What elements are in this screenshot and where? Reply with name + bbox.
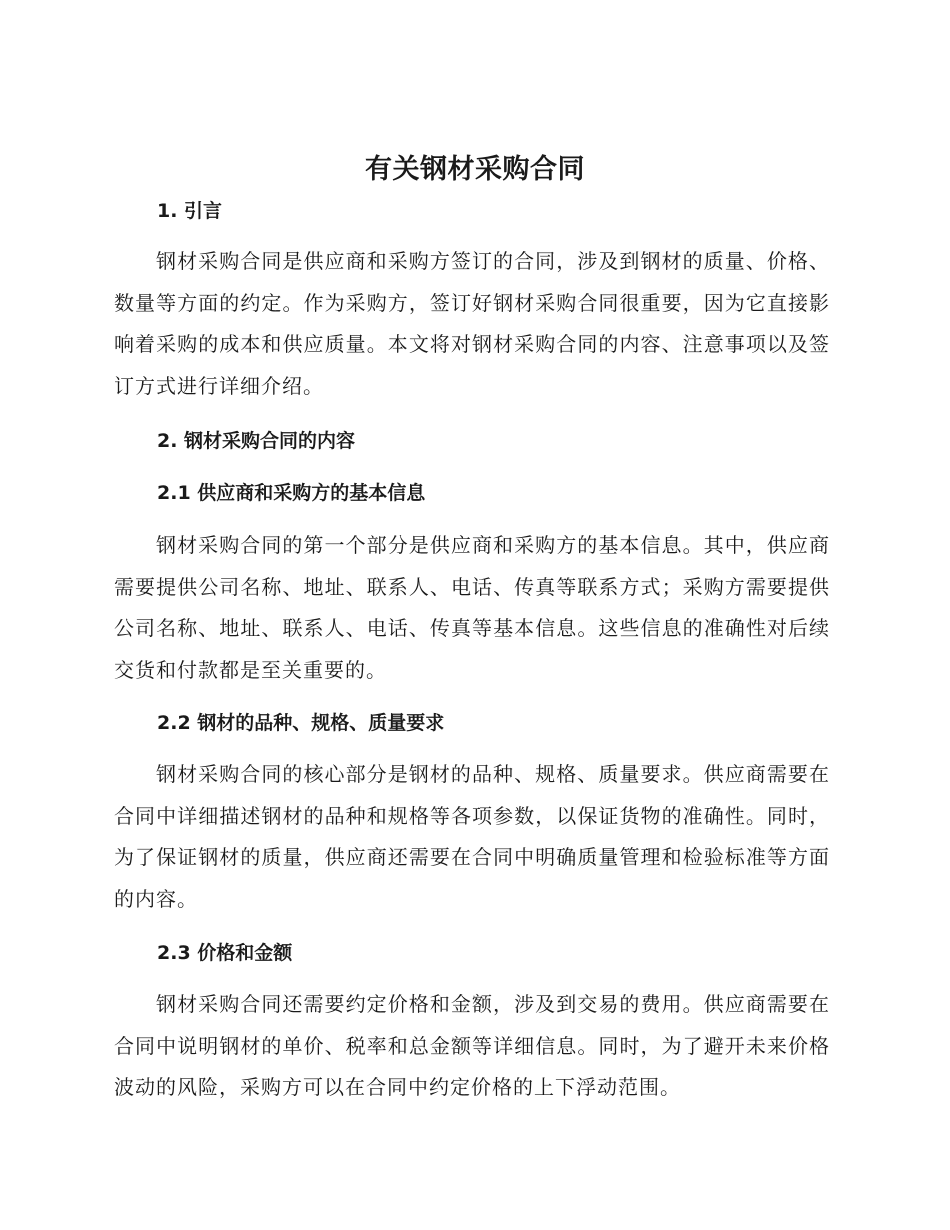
paragraph-basic-info: 钢材采购合同的第一个部分是供应商和采购方的基本信息。其中，供应商需要提供公司名称、地址、联系人、电话、传真等联系方式；采购方需要提供公司名称、地址、联系人、电话、传真等基本信息。这些信息的准确性对后续交货和付款都是至关重要的。 — [114, 533, 830, 682]
section-heading-introduction: 1. 引言 — [157, 200, 223, 222]
section-heading-specifications: 2.2 钢材的品种、规格、质量要求 — [157, 712, 445, 734]
section-heading-basic-info: 2.1 供应商和采购方的基本信息 — [157, 482, 426, 504]
section-heading-contract-content: 2. 钢材采购合同的内容 — [157, 430, 356, 452]
section-heading-price: 2.3 价格和金额 — [157, 942, 293, 964]
paragraph-specifications: 钢材采购合同的核心部分是钢材的品种、规格、质量要求。供应商需要在合同中详细描述钢材的品种和规格等各项参数，以保证货物的准确性。同时，为了保证钢材的质量，供应商还需要在合同中明确质量管理和检验标准等方面的内容。 — [114, 762, 830, 911]
paragraph-price: 钢材采购合同还需要约定价格和金额，涉及到交易的费用。供应商需要在合同中说明钢材的单价、税率和总金额等详细信息。同时，为了避开未来价格波动的风险，采购方可以在合同中约定价格的上下浮动范围。 — [114, 992, 830, 1099]
document-title: 有关钢材采购合同 — [365, 154, 585, 185]
paragraph-introduction: 钢材采购合同是供应商和采购方签订的合同，涉及到钢材的质量、价格、数量等方面的约定。作为采购方，签订好钢材采购合同很重要，因为它直接影响着采购的成本和供应质量。本文将对钢材采购合同的内容、注意事项以及签订方式进行详细介绍。 — [114, 249, 830, 398]
